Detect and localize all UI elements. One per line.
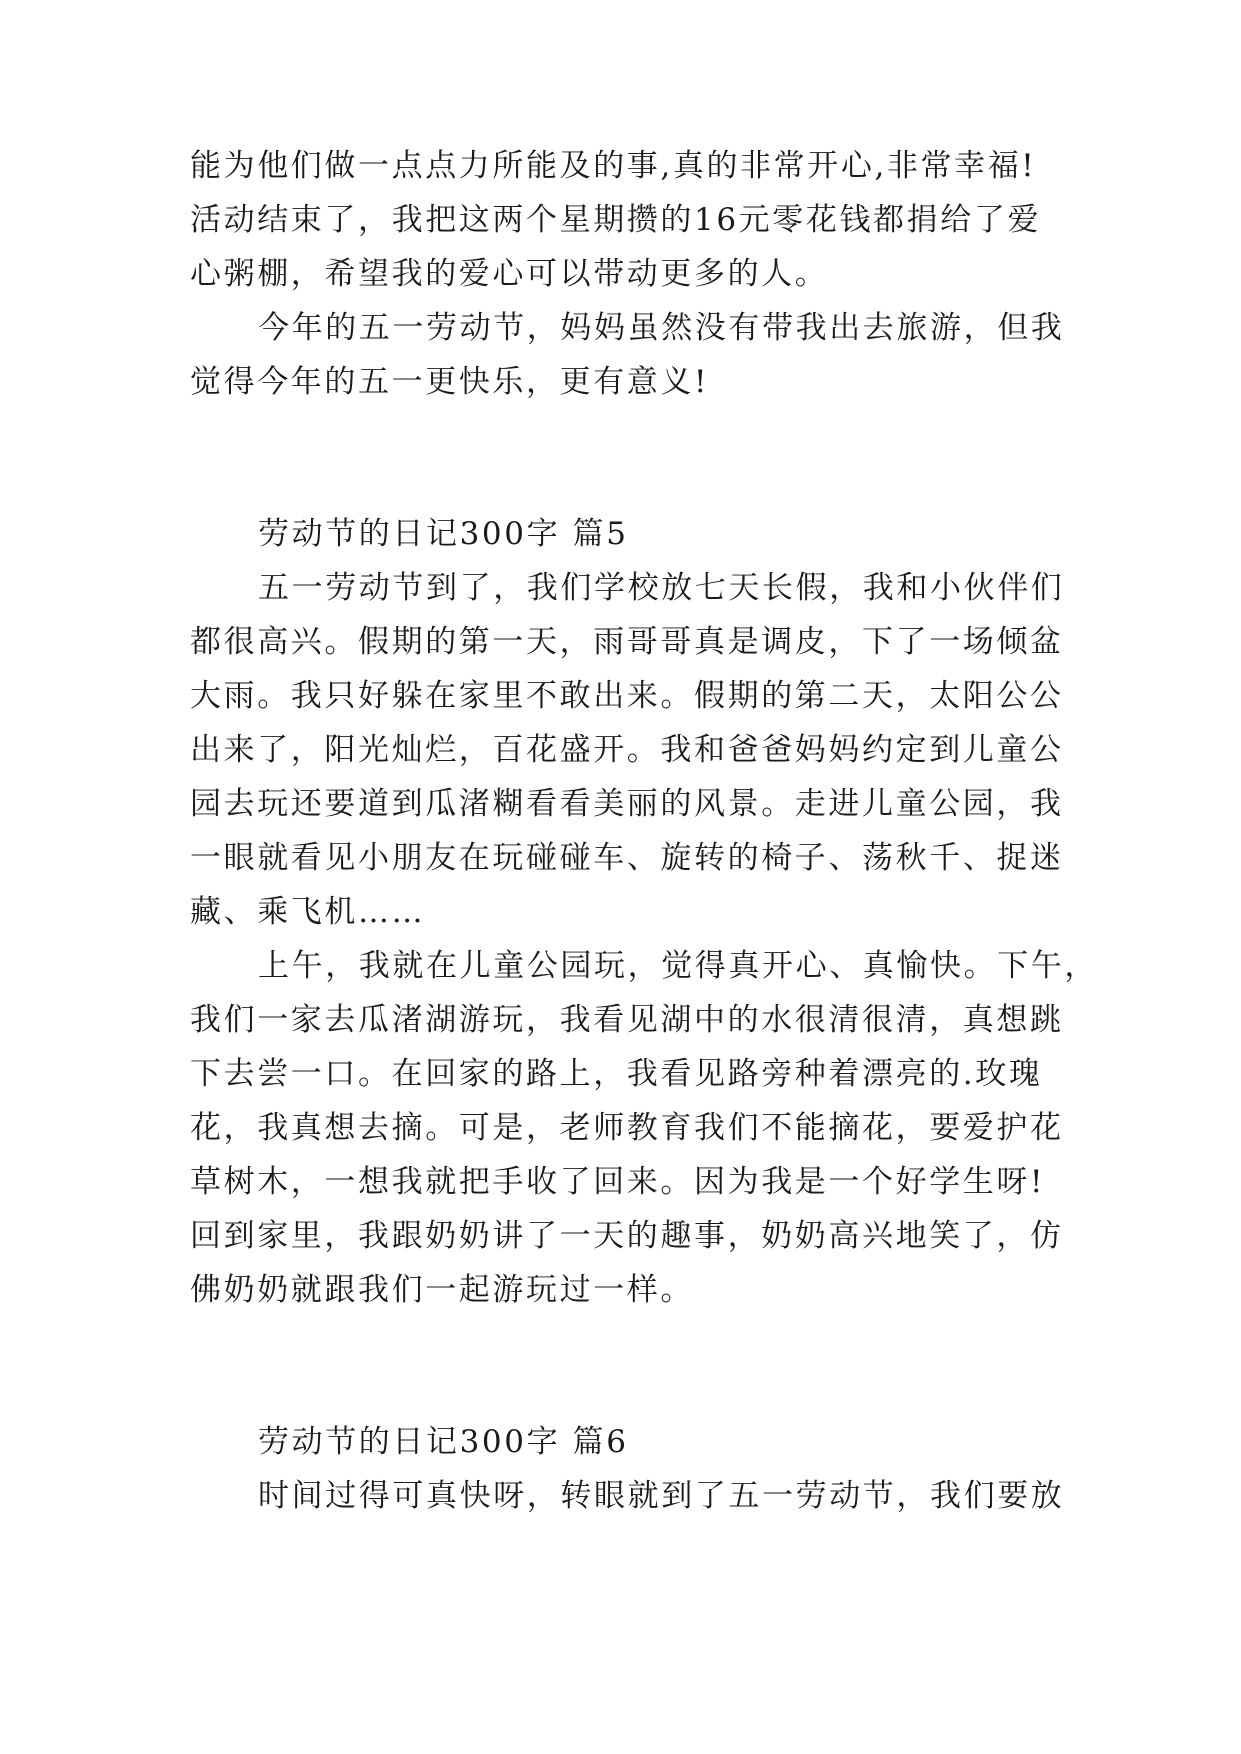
- paragraph-line: 时间过得可真快呀，转眼就到了五一劳动节，我们要放: [258, 1478, 1065, 1514]
- paragraph-line: 出来了，阳光灿烂，百花盛开。我和爸爸妈妈约定到儿童公: [190, 732, 1064, 768]
- paragraph-line: 五一劳动节到了，我们学校放七天长假，我和小伙伴们: [258, 570, 1065, 606]
- paragraph-line: 心粥棚，希望我的爱心可以带动更多的人。: [190, 256, 829, 292]
- paragraph-line: 草树木，一想我就把手收了回来。因为我是一个好学生呀!: [190, 1164, 1046, 1200]
- paragraph-line: 今年的五一劳动节，妈妈虽然没有带我出去旅游，但我: [258, 310, 1065, 346]
- paragraph-line: 佛奶奶就跟我们一起游玩过一样。: [190, 1272, 694, 1308]
- paragraph-line: 能为他们做一点点力所能及的事,真的非常开心,非常幸福!: [190, 148, 1037, 184]
- paragraph-line: 上午，我就在儿童公园玩，觉得真开心、真愉快。下午，: [258, 948, 1098, 984]
- paragraph-line: 觉得今年的五一更快乐，更有意义!: [190, 364, 710, 400]
- paragraph-line: 园去玩还要道到瓜渚糊看看美丽的风景。走进儿童公园，我: [190, 786, 1064, 822]
- paragraph-line: 我们一家去瓜渚湖游玩，我看见湖中的水很清很清，真想跳: [190, 1002, 1064, 1038]
- paragraph-line: 一眼就看见小朋友在玩碰碰车、旋转的椅子、荡秋千、捉迷: [190, 840, 1064, 876]
- paragraph-line: 活动结束了，我把这两个星期攒的16元零花钱都捐给了爱: [190, 202, 1042, 238]
- paragraph-line: 下去尝一口。在回家的路上，我看见路旁种着漂亮的.玫瑰: [190, 1056, 1043, 1092]
- paragraph-line: 大雨。我只好躲在家里不敢出来。假期的第二天，太阳公公: [190, 678, 1064, 714]
- paragraph-line: 都很高兴。假期的第一天，雨哥哥真是调皮，下了一场倾盆: [190, 624, 1064, 660]
- paragraph-line: 藏、乘飞机……: [190, 894, 426, 930]
- section-heading: 劳动节的日记300字 篇5: [258, 516, 629, 552]
- paragraph-line: 花，我真想去摘。可是，老师教育我们不能摘花，要爱护花: [190, 1110, 1064, 1146]
- paragraph-line: 回到家里，我跟奶奶讲了一天的趣事，奶奶高兴地笑了，仿: [190, 1218, 1064, 1254]
- section-heading: 劳动节的日记300字 篇6: [258, 1424, 629, 1460]
